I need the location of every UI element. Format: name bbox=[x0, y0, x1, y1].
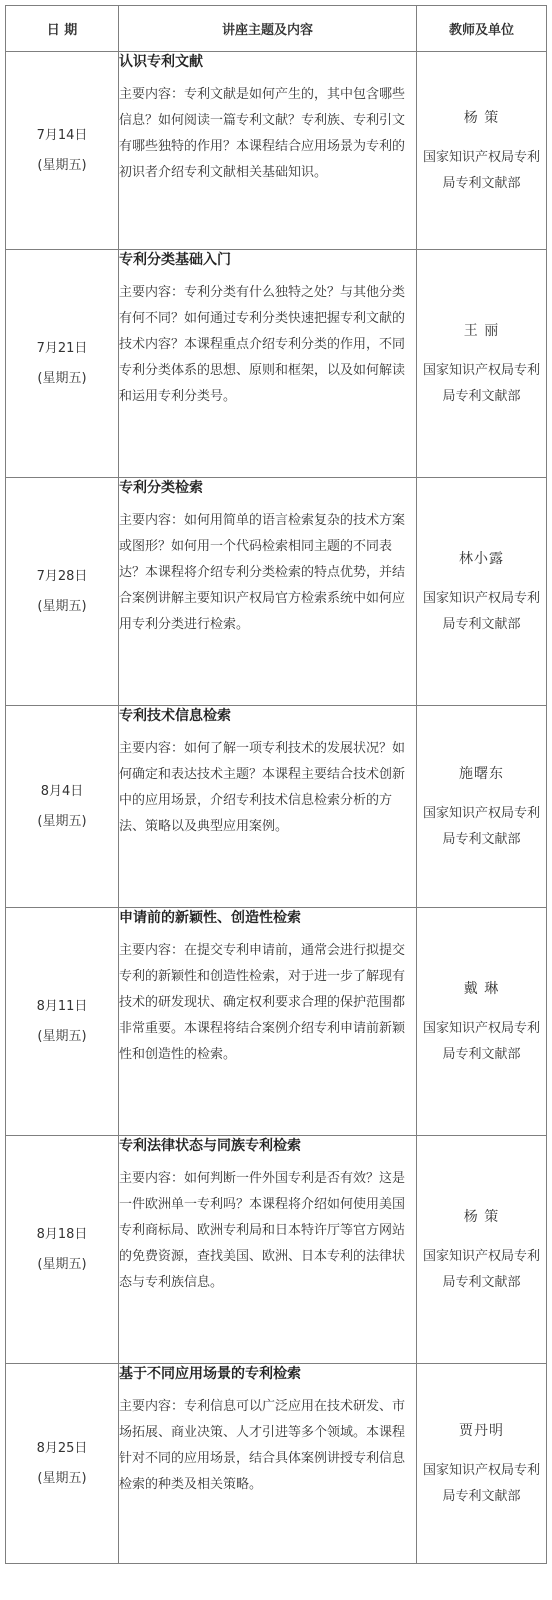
lecture-title: 基于不同应用场景的专利检索 bbox=[119, 1366, 301, 1382]
date-cell bbox=[6, 706, 119, 908]
lecture-date: 8月11日 bbox=[36, 998, 88, 1014]
topic-cell bbox=[119, 908, 417, 1136]
lecture-title: 专利分类检索 bbox=[119, 480, 203, 496]
header-date: 日 期 bbox=[6, 6, 119, 52]
date-cell bbox=[6, 52, 119, 250]
teacher-unit: 国家知识产权局专利局专利文献部 bbox=[422, 1462, 540, 1504]
topic-cell bbox=[119, 1136, 417, 1364]
lecture-weekday: (星期五) bbox=[37, 370, 87, 386]
lecture-date: 7月21日 bbox=[36, 340, 88, 356]
date-cell bbox=[6, 1364, 119, 1564]
topic-cell bbox=[119, 706, 417, 908]
teacher-unit: 国家知识产权局专利局专利文献部 bbox=[422, 362, 540, 404]
table-row bbox=[6, 908, 547, 1136]
teacher-name: 杨 策 bbox=[463, 1208, 500, 1225]
lecture-weekday: (星期五) bbox=[37, 1028, 87, 1044]
lecture-description: 主要内容：专利分类有什么独特之处？与其他分类有何不同？如何通过专利分类快速把握专利文献的技术内容？本课程重点介绍专利分类的作用，不同专利分类体系的思想、原则和框架，以及如何解读和运用专利分类号。 bbox=[119, 285, 406, 404]
lecture-weekday: (星期五) bbox=[37, 157, 87, 173]
lecture-date: 8月4日 bbox=[40, 783, 84, 799]
teacher-unit: 国家知识产权局专利局专利文献部 bbox=[422, 805, 540, 847]
lecture-date: 7月14日 bbox=[36, 127, 88, 143]
teacher-name: 戴 琳 bbox=[463, 980, 500, 997]
lecture-description: 主要内容：在提交专利申请前，通常会进行拟提交专利的新颖性和创造性检索，对于进一步了解现有技术的研发现状、确定权利要求合理的保护范围都非常重要。本课程将结合案例介绍专利申请前新颖性和创造性的检索。 bbox=[119, 943, 406, 1062]
teacher-cell bbox=[417, 52, 547, 250]
lecture-weekday: (星期五) bbox=[37, 1256, 87, 1272]
lecture-description: 主要内容：如何用简单的语言检索复杂的技术方案或图形？如何用一个代码检索相同主题的不同表达？本课程将介绍专利分类检索的特点优势，并结合案例讲解主要知识产权局官方检索系统中如何应用专利分类进行检索。 bbox=[119, 513, 406, 632]
table-row bbox=[6, 1364, 547, 1564]
teacher-cell bbox=[417, 1364, 547, 1564]
topic-cell bbox=[119, 52, 417, 250]
lecture-title: 专利技术信息检索 bbox=[119, 708, 231, 724]
teacher-name: 林小露 bbox=[459, 550, 504, 567]
teacher-name: 施曙东 bbox=[459, 765, 504, 782]
teacher-unit: 国家知识产权局专利局专利文献部 bbox=[422, 1248, 540, 1290]
teacher-cell bbox=[417, 478, 547, 706]
lecture-description: 主要内容：如何判断一件外国专利是否有效？这是一件欧洲单一专利吗？本课程将介绍如何使用美国专利商标局、欧洲专利局和日本特许厅等官方网站的免费资源，查找美国、欧洲、日本专利的法律状态与专利族信息。 bbox=[119, 1171, 406, 1290]
topic-cell bbox=[119, 250, 417, 478]
date-cell bbox=[6, 908, 119, 1136]
lecture-title: 专利分类基础入门 bbox=[119, 252, 231, 268]
teacher-unit: 国家知识产权局专利局专利文献部 bbox=[422, 590, 540, 632]
lecture-description: 主要内容：专利信息可以广泛应用在技术研发、市场拓展、商业决策、人才引进等多个领域。本课程针对不同的应用场景，结合具体案例讲授专利信息检索的种类及相关策略。 bbox=[119, 1399, 406, 1492]
teacher-cell bbox=[417, 908, 547, 1136]
table-row bbox=[6, 52, 547, 250]
lecture-weekday: (星期五) bbox=[37, 598, 87, 614]
header-topic: 讲座主题及内容 bbox=[119, 6, 417, 52]
table-row bbox=[6, 250, 547, 478]
lecture-date: 7月28日 bbox=[36, 568, 88, 584]
date-cell bbox=[6, 250, 119, 478]
teacher-cell bbox=[417, 706, 547, 908]
lecture-weekday: (星期五) bbox=[37, 1470, 87, 1486]
header-teacher: 教师及单位 bbox=[417, 6, 547, 52]
lecture-date: 8月25日 bbox=[36, 1440, 88, 1456]
teacher-unit: 国家知识产权局专利局专利文献部 bbox=[422, 149, 540, 191]
table-row bbox=[6, 706, 547, 908]
teacher-name: 杨 策 bbox=[463, 109, 500, 126]
lecture-description: 主要内容：专利文献是如何产生的，其中包含哪些信息？如何阅读一篇专利文献？专利族、专利引文有哪些独特的作用？本课程结合应用场景为专利的初识者介绍专利文献相关基础知识。 bbox=[119, 87, 406, 180]
topic-cell bbox=[119, 1364, 417, 1564]
table-row bbox=[6, 478, 547, 706]
date-cell bbox=[6, 1136, 119, 1364]
teacher-cell bbox=[417, 250, 547, 478]
teacher-name: 王 丽 bbox=[463, 322, 500, 339]
lecture-weekday: (星期五) bbox=[37, 813, 87, 829]
teacher-name: 贾丹明 bbox=[459, 1422, 504, 1439]
teacher-unit: 国家知识产权局专利局专利文献部 bbox=[422, 1020, 540, 1062]
lecture-title: 认识专利文献 bbox=[119, 54, 203, 70]
topic-cell bbox=[119, 478, 417, 706]
lecture-date: 8月18日 bbox=[36, 1226, 88, 1242]
lecture-title: 专利法律状态与同族专利检索 bbox=[119, 1138, 301, 1154]
lecture-title: 申请前的新颖性、创造性检索 bbox=[119, 910, 301, 926]
teacher-cell bbox=[417, 1136, 547, 1364]
header-row bbox=[6, 6, 547, 52]
table-row bbox=[6, 1136, 547, 1364]
lecture-description: 主要内容：如何了解一项专利技术的发展状况？如何确定和表达技术主题？本课程主要结合技术创新中的应用场景，介绍专利技术信息检索分析的方法、策略以及典型应用案例。 bbox=[119, 741, 406, 834]
lecture-schedule-table bbox=[5, 5, 547, 1564]
date-cell bbox=[6, 478, 119, 706]
